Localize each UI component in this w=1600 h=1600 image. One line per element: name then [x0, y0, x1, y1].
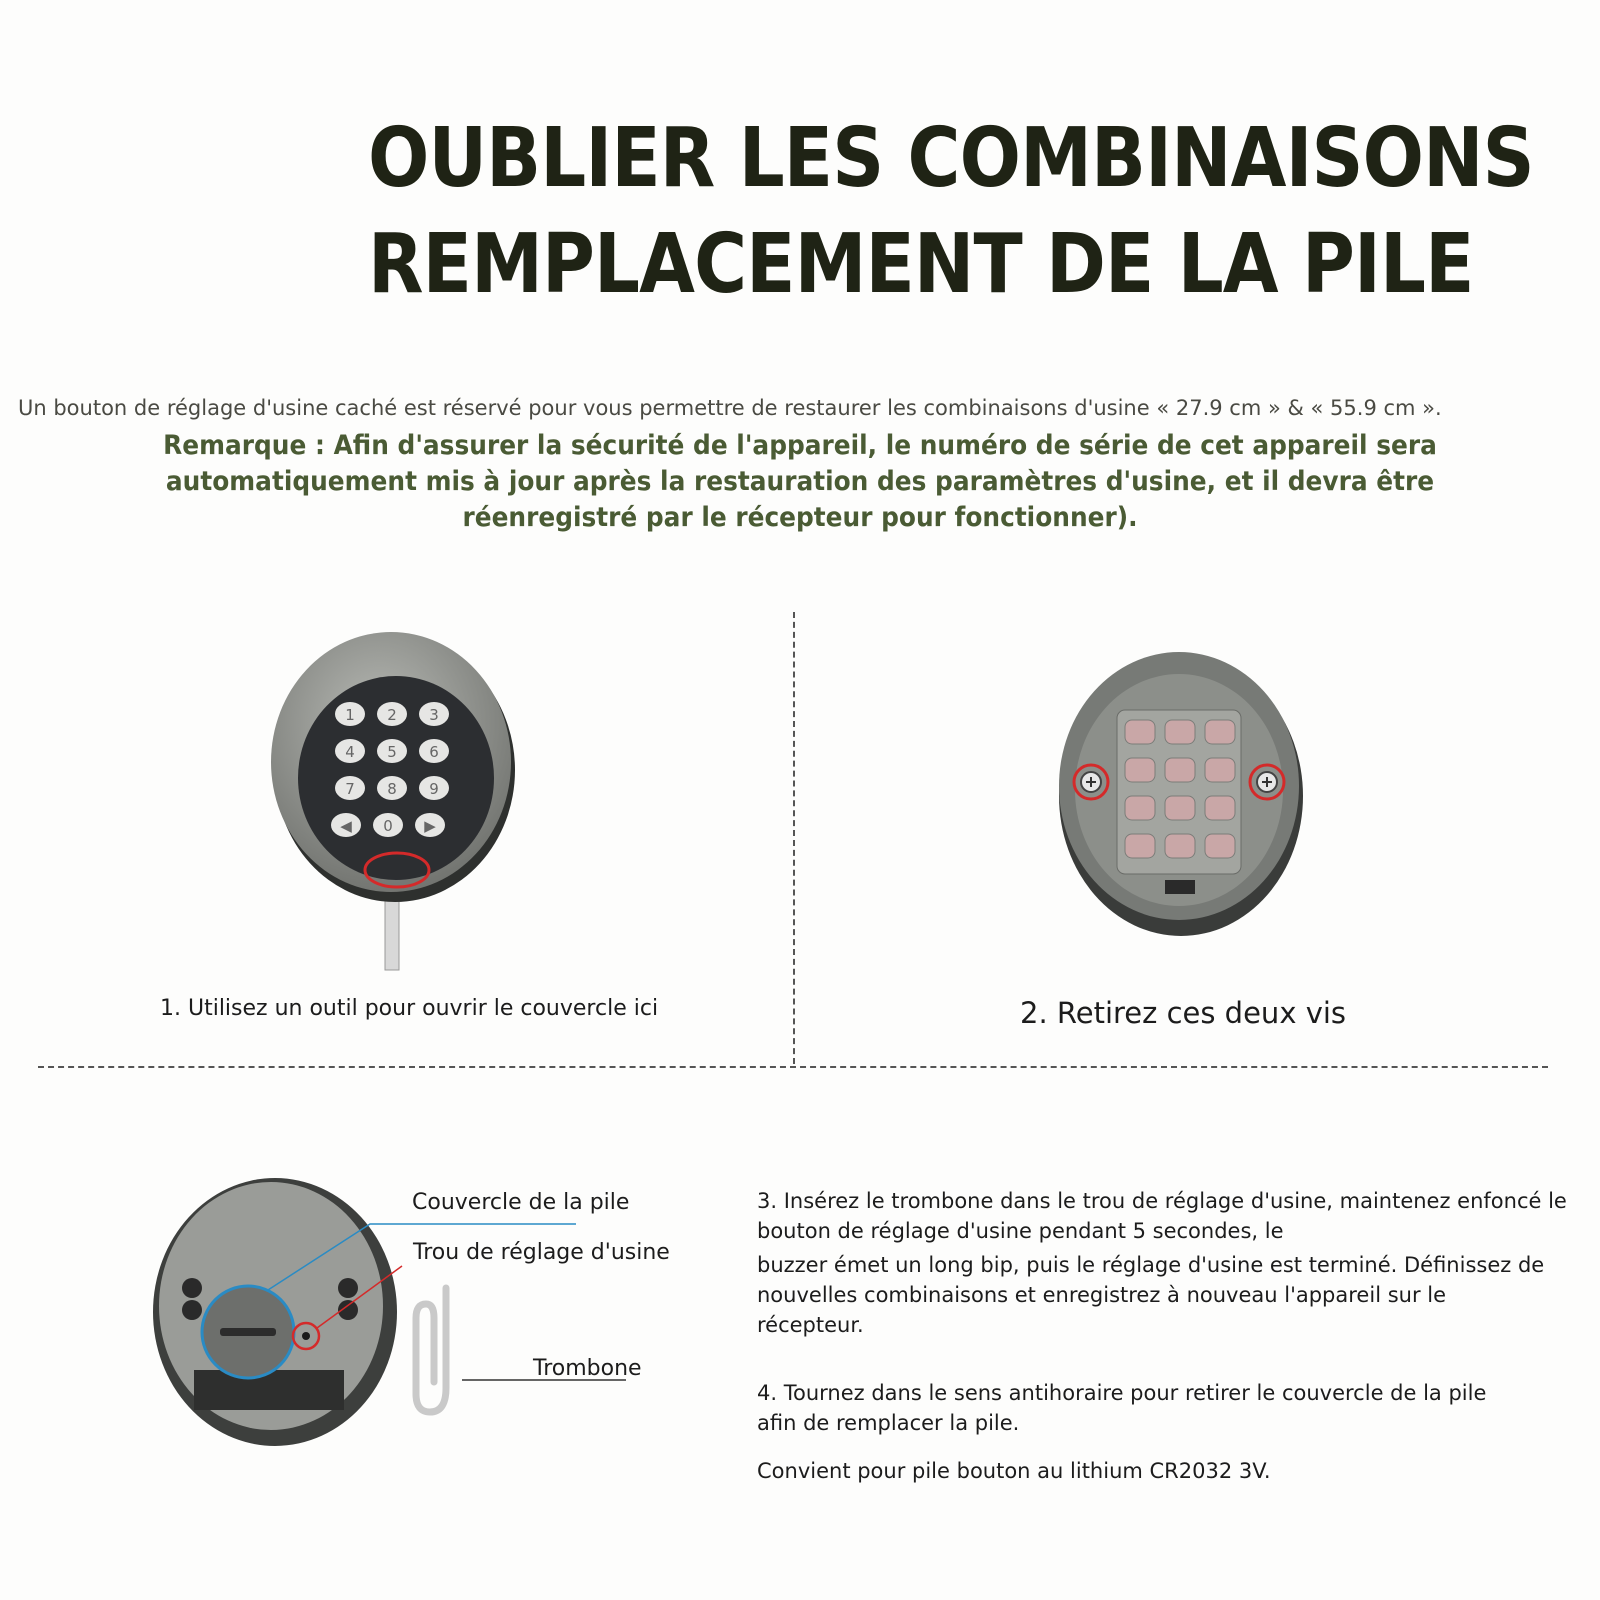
membrane-pad	[1165, 720, 1195, 744]
panel2-caption: 2. Retirez ces deux vis	[1020, 996, 1347, 1030]
step3-line1: 3. Insérez le trombone dans le trou de réglage d'usine, maintenez enfoncé le bouton de réglage d'usine pendant 5 secondes, le	[757, 1189, 1567, 1243]
page-title-line-1: OUBLIER LES COMBINAISONS	[368, 111, 1534, 206]
horizontal-divider	[38, 1066, 1548, 1068]
membrane-pad	[1125, 758, 1155, 782]
membrane-pad	[1125, 796, 1155, 820]
remark-text: Remarque : Afin d'assurer la sécurité de l'appareil, le numéro de série de cet appareil sera automatiquement mis à jour après la restauration des paramètres d'usine, et il devra être réenregistré par le récepteur pour fonctionner).	[163, 430, 1437, 533]
membrane-pad	[1165, 796, 1195, 820]
keypad-front-image	[260, 630, 530, 980]
step4-text: 4. Tournez dans le sens antihoraire pour retirer le couvercle de la pile afin de remplacer la pile.	[757, 1381, 1487, 1435]
keypad-key-label: 1	[345, 706, 355, 724]
step3-line2: buzzer émet un long bip, puis le réglage d'usine est terminé. Définissez de nouvelles combinaisons et enregistrez à nouveau l'appareil sur le récepteur.	[757, 1253, 1545, 1337]
membrane-pad	[1205, 796, 1235, 820]
membrane-pad	[1205, 758, 1235, 782]
keypad-key-label: 8	[387, 780, 397, 798]
keypad-key-label: 3	[429, 706, 439, 724]
keypad-key-label: ◀	[340, 817, 352, 835]
membrane-pad	[1125, 834, 1155, 858]
keypad-key-label: 5	[387, 743, 397, 761]
label-battery-cover: Couvercle de la pile	[412, 1190, 630, 1215]
keypad-back-image	[1055, 648, 1305, 938]
membrane-pad	[1205, 834, 1235, 858]
keypad-key-label: 6	[429, 743, 439, 761]
membrane-pad	[1165, 834, 1195, 858]
keypad-key-label: 0	[383, 817, 393, 835]
keypad-key-label: 7	[345, 780, 355, 798]
membrane-pad	[1165, 758, 1195, 782]
membrane-pad	[1205, 720, 1235, 744]
page-title-line-2: REMPLACEMENT DE LA PILE	[368, 217, 1474, 312]
keypad-key-label: 4	[345, 743, 355, 761]
membrane-pad	[1125, 720, 1155, 744]
paperclip-icon	[416, 1288, 446, 1412]
label-paperclip: Trombone	[533, 1356, 642, 1381]
battery-note: Convient pour pile bouton au lithium CR2032 3V.	[757, 1459, 1271, 1483]
vertical-divider	[793, 612, 795, 1064]
panel1-caption: 1. Utilisez un outil pour ouvrir le couvercle ici	[160, 996, 659, 1021]
label-reset-hole: Trou de réglage d'usine	[413, 1240, 670, 1265]
keypad-key-label: ▶	[424, 817, 436, 835]
keypad-key-label: 9	[429, 780, 439, 798]
keypad-key-label: 2	[387, 706, 397, 724]
intro-text: Un bouton de réglage d'usine caché est réservé pour vous permettre de restaurer les combinaisons d'usine « 27.9 cm » & « 55.9 cm ».	[18, 396, 1442, 420]
